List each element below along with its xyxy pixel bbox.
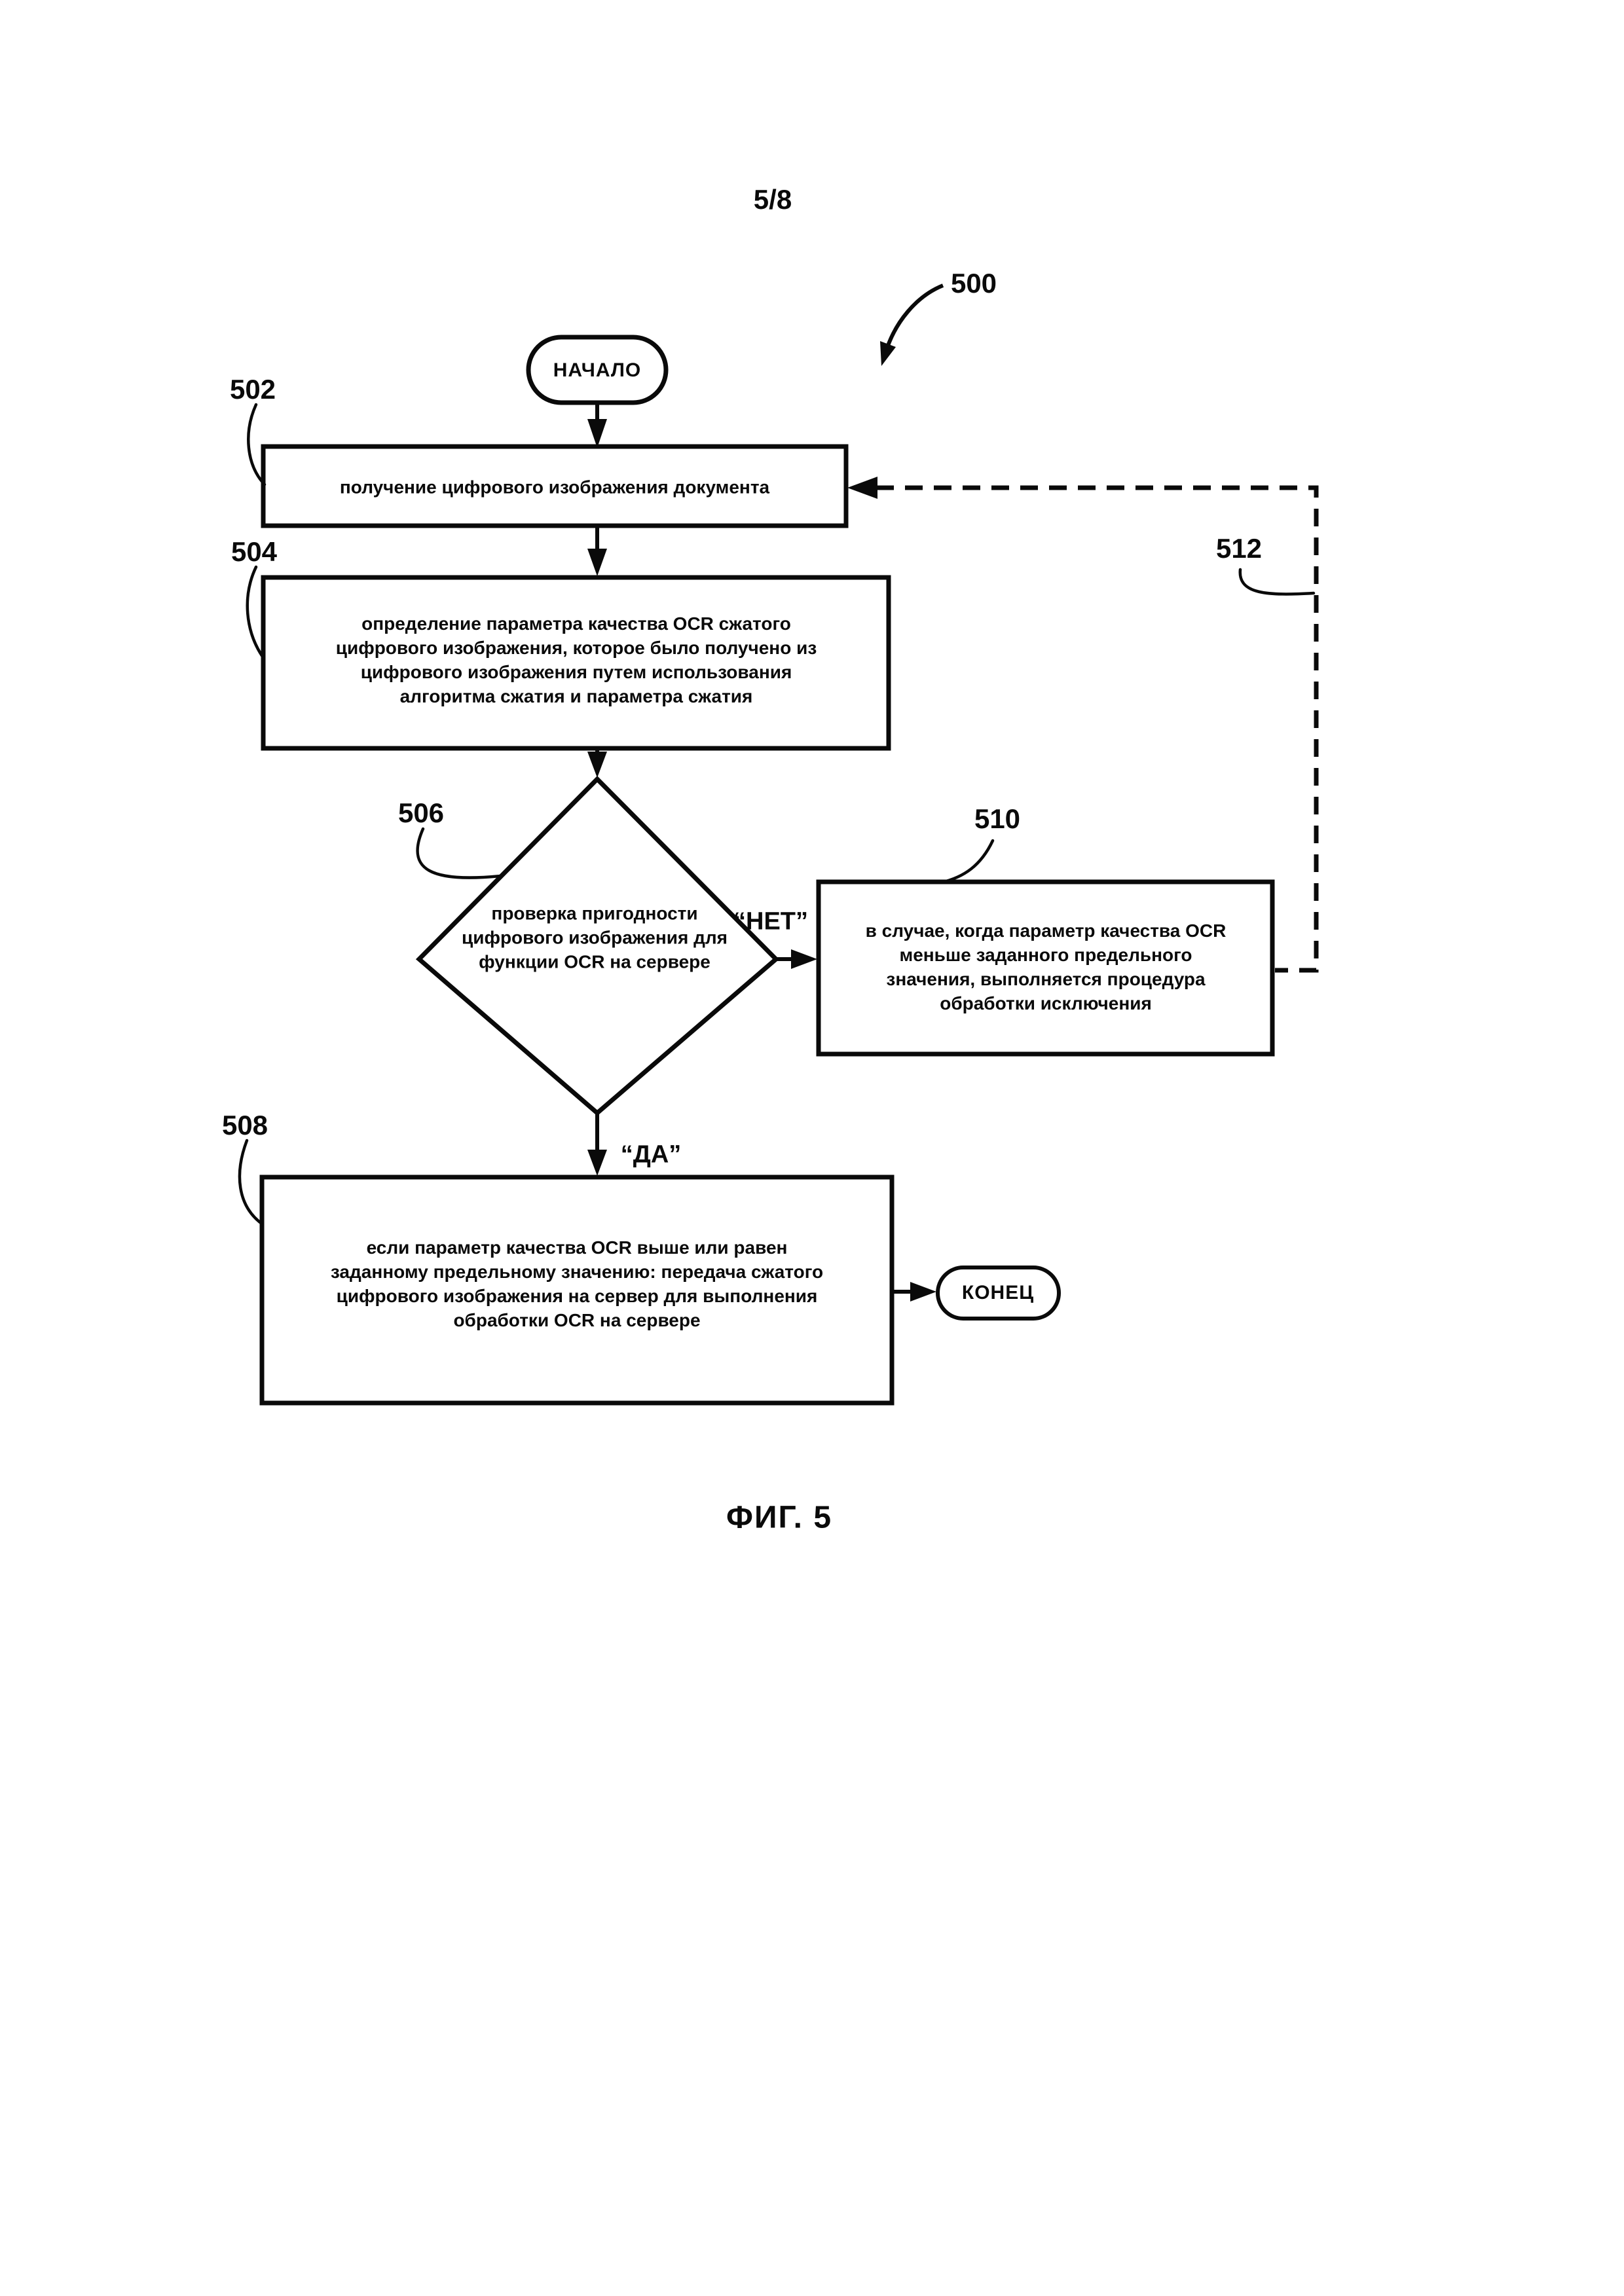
end-terminal-label: КОНЕЦ: [961, 1282, 1035, 1303]
ref-label-504: 504: [231, 536, 278, 567]
ref-label-508: 508: [221, 1110, 268, 1140]
edge-label-yes: “ДА”: [620, 1140, 682, 1169]
ref-label-510: 510: [974, 803, 1021, 834]
figure-ref-500: 500: [950, 268, 997, 299]
ref-label-506: 506: [397, 797, 445, 828]
process-box-508-text: если параметр качества OCR выше или равен заданному предельному значению: передача сжатого цифрового изображения на сервер для выполнения обработки OCR на сервере: [330, 1237, 824, 1330]
figure-ref-pointer-500: [885, 285, 943, 354]
arrow-right-icon: [791, 949, 817, 969]
ref-label-512: 512: [1215, 533, 1263, 564]
leader-line-510: [941, 841, 993, 883]
arrow-left-icon: [847, 477, 877, 499]
page-number: 5/8: [753, 184, 792, 215]
start-terminal-label: НАЧАЛО: [553, 359, 642, 381]
decision-diamond-506-text: проверка пригодности цифрового изображения для функции OCR на сервере: [462, 903, 728, 972]
leader-line-506: [418, 829, 500, 878]
ref-label-502: 502: [229, 374, 276, 405]
arrow-down-icon: [587, 549, 607, 576]
arrow-right-icon: [910, 1282, 936, 1302]
figure-caption: ФИГ. 5: [726, 1500, 833, 1535]
process-box-504-text: определение параметра качества OCR сжатого цифрового изображения, которое было получено из цифрового изображения путем использования алгоритма сжатия и параметра сжатия: [335, 613, 817, 706]
arrow-down-left-icon: [880, 341, 896, 366]
process-box-502-text: получение цифрового изображения документа: [339, 477, 770, 498]
arrow-down-icon: [587, 419, 607, 448]
arrow-down-icon: [587, 1150, 607, 1176]
leader-line-512: [1240, 570, 1314, 594]
arrow-down-icon: [587, 752, 607, 778]
process-box-510-text: в случае, когда параметр качества OCR меньше заданного предельного значения, выполняется процедура обработки исключения: [865, 920, 1227, 1013]
leader-line-508: [240, 1140, 263, 1224]
edge-label-no: “НЕТ”: [733, 907, 808, 936]
